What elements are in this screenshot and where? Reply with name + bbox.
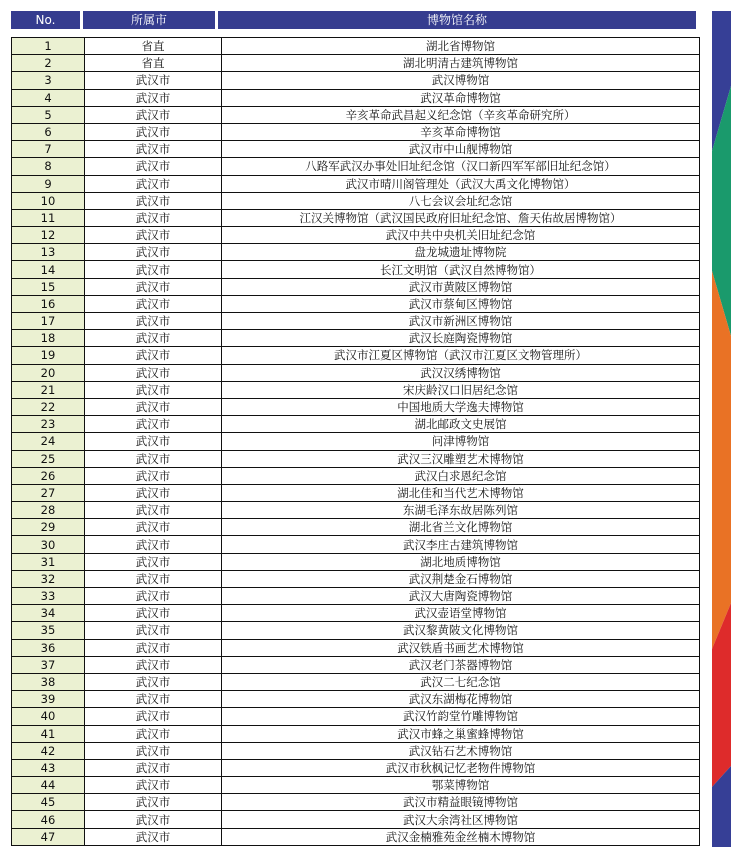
row-city: 武汉市 — [85, 192, 222, 209]
row-city: 武汉市 — [85, 794, 222, 811]
row-museum-name: 武汉白求恩纪念馆 — [222, 467, 700, 484]
table-row — [12, 330, 700, 347]
row-city: 武汉市 — [85, 123, 222, 140]
row-museum-name: 武汉市蔡甸区博物馆 — [222, 295, 700, 312]
table-row — [12, 398, 700, 415]
table-row — [12, 123, 700, 140]
header-museum-name: 博物馆名称 — [218, 11, 696, 29]
table-row — [12, 106, 700, 123]
row-city: 武汉市 — [85, 244, 222, 261]
row-city: 武汉市 — [85, 467, 222, 484]
row-museum-name: 湖北明清古建筑博物馆 — [222, 55, 700, 72]
row-number: 1 — [12, 38, 85, 55]
table-row — [12, 588, 700, 605]
row-city: 武汉市 — [85, 570, 222, 587]
row-number: 30 — [12, 536, 85, 553]
row-city: 武汉市 — [85, 364, 222, 381]
table-row — [12, 639, 700, 656]
strip-orange — [712, 271, 731, 649]
row-city: 武汉市 — [85, 639, 222, 656]
row-museum-name: 盘龙城遗址博物院 — [222, 244, 700, 261]
row-city: 武汉市 — [85, 313, 222, 330]
row-city: 武汉市 — [85, 553, 222, 570]
row-number: 41 — [12, 725, 85, 742]
row-number: 32 — [12, 570, 85, 587]
row-museum-name: 武汉汉绣博物馆 — [222, 364, 700, 381]
header-city: 所属市 — [83, 11, 215, 29]
row-city: 武汉市 — [85, 519, 222, 536]
table-row — [12, 811, 700, 828]
row-museum-name: 武汉钻石艺术博物馆 — [222, 742, 700, 759]
table-row — [12, 175, 700, 192]
row-museum-name: 武汉长庭陶瓷博物馆 — [222, 330, 700, 347]
row-city: 武汉市 — [85, 209, 222, 226]
row-museum-name: 武汉市晴川阁管理处（武汉大禹文化博物馆） — [222, 175, 700, 192]
table-row — [12, 416, 700, 433]
museum-table-body — [12, 38, 700, 846]
row-number: 20 — [12, 364, 85, 381]
row-city: 省直 — [85, 55, 222, 72]
row-museum-name: 八七会议会址纪念馆 — [222, 192, 700, 209]
row-museum-name: 武汉大余湾社区博物馆 — [222, 811, 700, 828]
table-row — [12, 261, 700, 278]
row-number: 6 — [12, 123, 85, 140]
row-museum-name: 武汉黎黄陂文化博物馆 — [222, 622, 700, 639]
row-number: 34 — [12, 605, 85, 622]
table-row — [12, 656, 700, 673]
row-museum-name: 武汉老门茶器博物馆 — [222, 656, 700, 673]
row-number: 47 — [12, 828, 85, 845]
row-number: 44 — [12, 777, 85, 794]
row-museum-name: 武汉市中山舰博物馆 — [222, 141, 700, 158]
row-city: 武汉市 — [85, 398, 222, 415]
table-row — [12, 570, 700, 587]
row-city: 武汉市 — [85, 691, 222, 708]
row-number: 17 — [12, 313, 85, 330]
table-row — [12, 244, 700, 261]
row-city: 武汉市 — [85, 141, 222, 158]
row-city: 武汉市 — [85, 742, 222, 759]
table-row — [12, 794, 700, 811]
row-city: 武汉市 — [85, 811, 222, 828]
row-museum-name: 鄂菜博物馆 — [222, 777, 700, 794]
row-museum-name: 湖北邮政文史展馆 — [222, 416, 700, 433]
row-city: 武汉市 — [85, 381, 222, 398]
row-city: 武汉市 — [85, 278, 222, 295]
row-number: 46 — [12, 811, 85, 828]
table-row — [12, 828, 700, 845]
table-row — [12, 691, 700, 708]
row-museum-name: 武汉荆楚金石博物馆 — [222, 570, 700, 587]
table-row — [12, 759, 700, 776]
row-city: 武汉市 — [85, 175, 222, 192]
table-row — [12, 622, 700, 639]
row-city: 武汉市 — [85, 536, 222, 553]
table-row — [12, 347, 700, 364]
row-number: 12 — [12, 227, 85, 244]
row-city: 武汉市 — [85, 673, 222, 690]
row-museum-name: 江汉关博物馆（武汉国民政府旧址纪念馆、詹天佑故居博物馆） — [222, 209, 700, 226]
row-museum-name: 武汉市精益眼镜博物馆 — [222, 794, 700, 811]
row-city: 武汉市 — [85, 502, 222, 519]
row-city: 武汉市 — [85, 605, 222, 622]
table-row — [12, 38, 700, 55]
table-row — [12, 777, 700, 794]
table-row — [12, 209, 700, 226]
row-city: 武汉市 — [85, 330, 222, 347]
row-museum-name: 问津博物馆 — [222, 433, 700, 450]
row-number: 24 — [12, 433, 85, 450]
row-city: 武汉市 — [85, 89, 222, 106]
row-museum-name: 辛亥革命武昌起义纪念馆（辛亥革命研究所） — [222, 106, 700, 123]
row-museum-name: 八路军武汉办事处旧址纪念馆（汉口新四军军部旧址纪念馆） — [222, 158, 700, 175]
row-number: 4 — [12, 89, 85, 106]
row-number: 13 — [12, 244, 85, 261]
table-row — [12, 141, 700, 158]
row-museum-name: 武汉铁盾书画艺术博物馆 — [222, 639, 700, 656]
row-number: 5 — [12, 106, 85, 123]
row-museum-name: 中国地质大学逸夫博物馆 — [222, 398, 700, 415]
row-museum-name: 东湖毛泽东故居陈列馆 — [222, 502, 700, 519]
row-city: 武汉市 — [85, 261, 222, 278]
table-row — [12, 55, 700, 72]
table-row — [12, 158, 700, 175]
row-city: 武汉市 — [85, 588, 222, 605]
row-number: 9 — [12, 175, 85, 192]
row-number: 37 — [12, 656, 85, 673]
table-row — [12, 467, 700, 484]
row-museum-name: 武汉竹韵堂竹雕博物馆 — [222, 708, 700, 725]
row-number: 38 — [12, 673, 85, 690]
table-row — [12, 673, 700, 690]
row-number: 11 — [12, 209, 85, 226]
color-strip-sidebar — [712, 11, 731, 847]
row-number: 43 — [12, 759, 85, 776]
row-number: 16 — [12, 295, 85, 312]
row-city: 武汉市 — [85, 416, 222, 433]
table-row — [12, 536, 700, 553]
row-city: 武汉市 — [85, 295, 222, 312]
table-row — [12, 553, 700, 570]
row-number: 8 — [12, 158, 85, 175]
row-number: 27 — [12, 484, 85, 501]
row-number: 23 — [12, 416, 85, 433]
table-row — [12, 89, 700, 106]
row-number: 10 — [12, 192, 85, 209]
row-number: 31 — [12, 553, 85, 570]
row-number: 39 — [12, 691, 85, 708]
row-number: 45 — [12, 794, 85, 811]
row-museum-name: 武汉李庄古建筑博物馆 — [222, 536, 700, 553]
row-number: 7 — [12, 141, 85, 158]
table-header — [11, 11, 699, 29]
row-number: 14 — [12, 261, 85, 278]
row-city: 武汉市 — [85, 622, 222, 639]
row-city: 武汉市 — [85, 106, 222, 123]
row-museum-name: 湖北省博物馆 — [222, 38, 700, 55]
row-museum-name: 武汉博物馆 — [222, 72, 700, 89]
row-city: 省直 — [85, 38, 222, 55]
row-number: 25 — [12, 450, 85, 467]
row-city: 武汉市 — [85, 484, 222, 501]
row-city: 武汉市 — [85, 708, 222, 725]
row-museum-name: 武汉二七纪念馆 — [222, 673, 700, 690]
row-city: 武汉市 — [85, 828, 222, 845]
table-row — [12, 227, 700, 244]
row-city: 武汉市 — [85, 158, 222, 175]
row-museum-name: 武汉中共中央机关旧址纪念馆 — [222, 227, 700, 244]
row-museum-name: 武汉金楠雅苑金丝楠木博物馆 — [222, 828, 700, 845]
row-museum-name: 武汉市黄陂区博物馆 — [222, 278, 700, 295]
color-strip-graphic — [712, 11, 731, 847]
table-row — [12, 278, 700, 295]
row-city: 武汉市 — [85, 72, 222, 89]
row-city: 武汉市 — [85, 347, 222, 364]
row-city: 武汉市 — [85, 777, 222, 794]
row-museum-name: 武汉市江夏区博物馆（武汉市江夏区文物管理所） — [222, 347, 700, 364]
row-number: 18 — [12, 330, 85, 347]
row-museum-name: 武汉革命博物馆 — [222, 89, 700, 106]
row-museum-name: 湖北省兰文化博物馆 — [222, 519, 700, 536]
museum-table — [11, 37, 700, 846]
row-museum-name: 宋庆龄汉口旧居纪念馆 — [222, 381, 700, 398]
row-museum-name: 武汉三汉雕塑艺术博物馆 — [222, 450, 700, 467]
table-row — [12, 484, 700, 501]
row-city: 武汉市 — [85, 227, 222, 244]
row-number: 29 — [12, 519, 85, 536]
row-museum-name: 武汉东湖梅花博物馆 — [222, 691, 700, 708]
row-museum-name: 湖北佳和当代艺术博物馆 — [222, 484, 700, 501]
table-row — [12, 313, 700, 330]
row-city: 武汉市 — [85, 656, 222, 673]
row-city: 武汉市 — [85, 450, 222, 467]
table-row — [12, 433, 700, 450]
row-number: 28 — [12, 502, 85, 519]
row-museum-name: 武汉壶语堂博物馆 — [222, 605, 700, 622]
row-museum-name: 武汉市蜂之巢蜜蜂博物馆 — [222, 725, 700, 742]
row-number: 33 — [12, 588, 85, 605]
table-row — [12, 725, 700, 742]
row-museum-name: 辛亥革命博物馆 — [222, 123, 700, 140]
table-row — [12, 708, 700, 725]
row-number: 2 — [12, 55, 85, 72]
row-museum-name: 武汉市秋枫记忆老物件博物馆 — [222, 759, 700, 776]
row-museum-name: 武汉大唐陶瓷博物馆 — [222, 588, 700, 605]
row-museum-name: 湖北地质博物馆 — [222, 553, 700, 570]
table-row — [12, 364, 700, 381]
table-row — [12, 295, 700, 312]
table-row — [12, 502, 700, 519]
table-row — [12, 742, 700, 759]
table-row — [12, 72, 700, 89]
row-number: 26 — [12, 467, 85, 484]
row-city: 武汉市 — [85, 433, 222, 450]
row-city: 武汉市 — [85, 759, 222, 776]
table-row — [12, 450, 700, 467]
row-museum-name: 武汉市新洲区博物馆 — [222, 313, 700, 330]
row-number: 22 — [12, 398, 85, 415]
row-number: 36 — [12, 639, 85, 656]
row-number: 42 — [12, 742, 85, 759]
row-city: 武汉市 — [85, 725, 222, 742]
table-row — [12, 192, 700, 209]
row-number: 15 — [12, 278, 85, 295]
table-row — [12, 381, 700, 398]
row-number: 21 — [12, 381, 85, 398]
row-number: 19 — [12, 347, 85, 364]
row-number: 3 — [12, 72, 85, 89]
header-no: No. — [11, 11, 80, 29]
row-museum-name: 长江文明馆（武汉自然博物馆） — [222, 261, 700, 278]
table-row — [12, 605, 700, 622]
row-number: 40 — [12, 708, 85, 725]
table-row — [12, 519, 700, 536]
row-number: 35 — [12, 622, 85, 639]
